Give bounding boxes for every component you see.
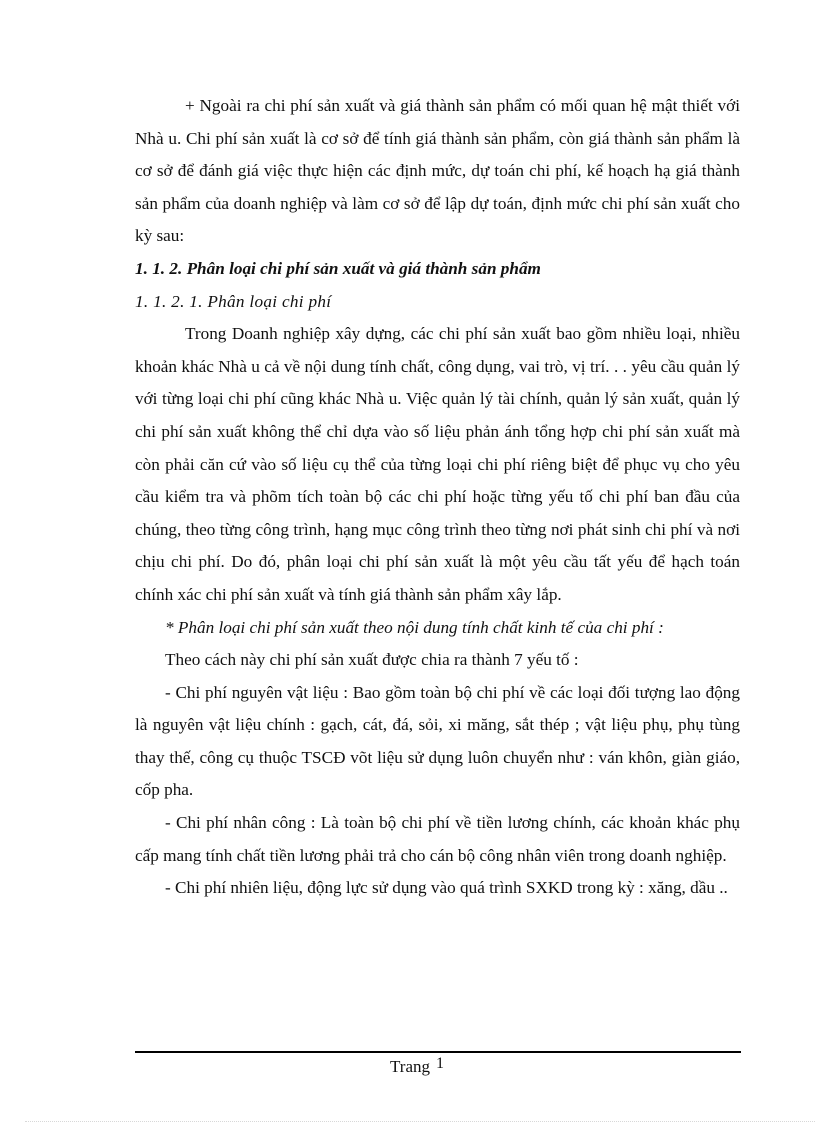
list-item-labor: - Chi phí nhân công : Là toàn bộ chi phí về tiền lương chính, các khoản khác phụ cấp mang tính chất tiền lương phải trả cho cán bộ công nhân viên trong doanh nghiệp. [135, 813, 740, 865]
footer-label: Trang [390, 1057, 430, 1076]
subsection-heading: 1. 1. 2. 1. Phân loại chi phí [135, 291, 332, 311]
section-heading: 1. 1. 2. Phân loại chi phí sản xuất và giá thành sản phẩm [135, 258, 541, 278]
paragraph-seven-factors: Theo cách này chi phí sản xuất được chia ra thành 7 yếu tố : [165, 650, 579, 670]
list-item-materials: - Chi phí nguyên vật liệu : Bao gồm toàn bộ chi phí về các loại đối tượng lao động là nguyên vật liệu chính : gạch, cát, đá, sỏi, xi măng, sắt thép ; vật liệu phụ, phụ tùng thay thế, công cụ thuộc TSCĐ võt liệu sử dụng luôn chuyển như : ván khôn, giàn giáo, cốp pha. [135, 682, 740, 800]
document-body [135, 90, 740, 905]
page-footer [390, 1056, 444, 1079]
paragraph-classification: Trong Doanh nghiệp xây dựng, các chi phí sản xuất bao gồm nhiều loại, nhiều khoản khác Nhà u cả về nội dung tính chất, công dụng, vai trò, vị trí. . . yêu cầu quản lý với từng loại chi phí cũng khác Nhà u. Việc quản lý tài chính, quản lý sản xuất, quản lý chi phí sản xuất không thể chỉ dựa vào số liệu phản ánh tổng hợp chi phí sản xuất mà còn phải căn cứ vào số liệu cụ thể của từng loại chi phí riêng biệt để phục vụ cho yêu cầu kiểm tra và phõm tích toàn bộ các chi phí hoặc từng yếu tố chi phí ban đầu của chúng, theo từng công trình, hạng mục công trình theo từng nơi phát sinh chi phí và nơi chịu chi phí. Do đó, phân loại chi phí sản xuất là một yêu cầu tất yếu để hạch toán chính xác chi phí sản xuất và tính giá thành sản phẩm xây lắp. [135, 324, 740, 604]
paragraph-intro: + Ngoài ra chi phí sản xuất và giá thành sản phẩm có mối quan hệ mật thiết với Nhà u. Chi phí sản xuất là cơ sở để tính giá thành sản phẩm, còn giá thành sản phẩm là cơ sở để đánh giá việc thực hiện các định mức, dự toán chi phí, kế hoạch hạ giá thành sản phẩm của doanh nghiệp và làm cơ sở để lập dự toán, định mức chi phí sản xuất cho kỳ sau: [135, 96, 740, 246]
footer-divider [135, 1051, 741, 1053]
classification-subheading: * Phân loại chi phí sản xuất theo nội dung tính chất kinh tế của chi phí : [165, 617, 664, 637]
page-number: 1 [436, 1055, 444, 1072]
page-edge-divider [25, 1121, 815, 1122]
list-item-fuel: - Chi phí nhiên liệu, động lực sử dụng vào quá trình SXKD trong kỳ : xăng, dầu .. [165, 878, 728, 898]
